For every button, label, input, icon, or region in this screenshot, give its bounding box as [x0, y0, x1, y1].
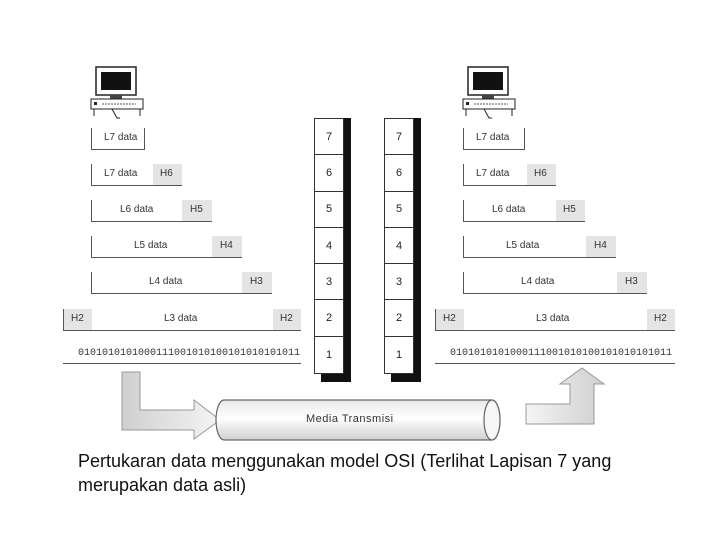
right-row-l2-data: L3 data [536, 313, 570, 324]
transmission-medium-label: Media Transmisi [306, 413, 394, 425]
right-row-l3 [463, 272, 647, 294]
down-arrow-icon [116, 370, 226, 440]
left-header-h6: H6 [153, 164, 182, 185]
right-layer-7: 7 [385, 119, 413, 155]
right-layer-5: 5 [385, 192, 413, 228]
left-row-l2-data: L3 data [164, 313, 198, 324]
left-row-l6 [91, 164, 182, 186]
left-osi-layer-column [314, 118, 344, 374]
right-layer-6: 6 [385, 155, 413, 191]
up-arrow-icon [524, 366, 616, 426]
right-row-l6 [463, 164, 556, 186]
left-row-l3 [91, 272, 272, 294]
figure-caption: Pertukaran data menggunakan model OSI (Terlihat Lapisan 7 yang merupakan data asli) [78, 451, 612, 495]
right-row-l5 [463, 200, 585, 222]
right-computer-icon [462, 66, 518, 120]
left-layer-1: 1 [325, 348, 333, 361]
right-row-l7-data: L7 data [476, 132, 510, 143]
right-row-l5-data: L6 data [492, 204, 526, 215]
left-layer-6: 6 [315, 155, 343, 191]
left-layer-4: 4 [315, 228, 343, 264]
right-osi-layer-column [384, 118, 414, 374]
right-row-l7 [463, 128, 525, 150]
left-header-h4: H4 [212, 236, 242, 257]
left-bitstream: 0101010101000111001010100101010101011 [63, 344, 301, 364]
right-row-l4 [463, 236, 616, 258]
left-row-l4 [91, 236, 242, 258]
left-layer-5: 5 [315, 192, 343, 228]
right-header-h4: H4 [586, 236, 616, 257]
left-row-l5 [91, 200, 212, 222]
right-row-l4-data: L5 data [506, 240, 540, 251]
right-header-h3: H3 [617, 272, 647, 293]
right-bitstream: 0101010101000111001010100101010101011 [435, 344, 675, 364]
left-row-l5-data: L6 data [120, 204, 154, 215]
left-row-l7-data: L7 data [104, 132, 138, 143]
right-layer-4: 4 [385, 228, 413, 264]
left-row-l4-data: L5 data [134, 240, 168, 251]
left-row-l7 [91, 128, 145, 150]
left-row-l3-data: L4 data [149, 276, 183, 287]
right-row-l6-data: L7 data [476, 168, 510, 179]
left-header-h3: H3 [242, 272, 272, 293]
left-row-l2 [63, 309, 301, 331]
left-layer-3: 3 [315, 264, 343, 300]
right-layer-3: 3 [385, 264, 413, 300]
left-computer-icon [90, 66, 146, 120]
left-layer-7: 7 [315, 119, 343, 155]
left-layer-2: 2 [315, 300, 343, 336]
right-header-h6: H6 [527, 164, 556, 185]
right-layer-1: 1 [395, 348, 403, 361]
left-trailer-h2: H2 [273, 309, 301, 330]
left-row-l6-data: L7 data [104, 168, 138, 179]
right-row-l3-data: L4 data [521, 276, 555, 287]
right-header-h5: H5 [556, 200, 585, 221]
right-layer-2: 2 [385, 300, 413, 336]
right-row-l2 [435, 309, 675, 331]
right-trailer-h2: H2 [647, 309, 675, 330]
left-header-h2: H2 [64, 309, 92, 330]
right-header-h2: H2 [436, 309, 464, 330]
left-header-h5: H5 [182, 200, 212, 221]
